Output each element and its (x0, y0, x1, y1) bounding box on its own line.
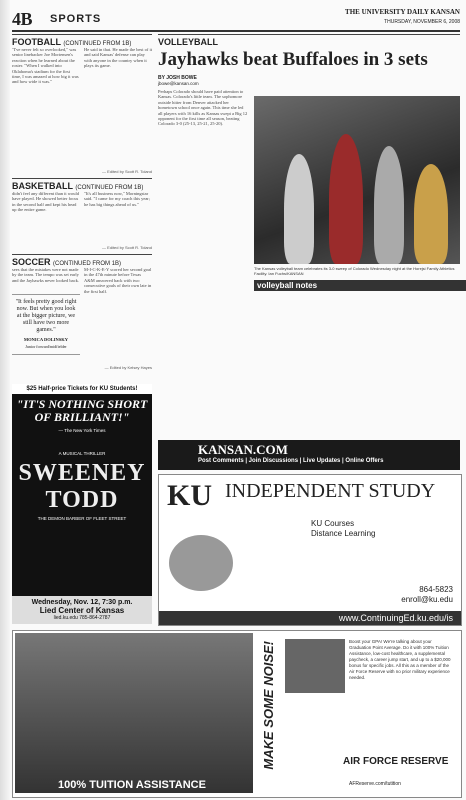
soccer-text-b: M-I-C-K-E-Y scored her second goal in the 47th minute before Texas A&M answered back with two consecutive goals of their own late in the first half. (84, 267, 152, 294)
volleyball-notes-title: volleyball notes (254, 280, 466, 291)
kansan-links: Post Comments | Join Discussions | Live Updates | Online Offers (198, 458, 384, 464)
basketball-kicker: BASKETBALL (CONTINUED FROM 1B) (12, 178, 152, 191)
ad-footer (12, 596, 152, 624)
ad-title: INDEPENDENT STUDY (225, 480, 436, 502)
basketball-text-a: didn't feel any different than it would have played. He showed better focus in the second half and kept his head up the entire game. (12, 191, 79, 213)
section-label: SPORTS (50, 13, 102, 25)
basketball-text-b: "It's all business now," Morningstar said. "I came for my coach this year; he has big things ahead of us." (84, 191, 151, 207)
football-kicker: FOOTBALL (CONTINUED FROM 1B) (12, 34, 152, 47)
kansan-bar[interactable] (158, 440, 460, 470)
ad-quote: "IT'S NOTHING SHORT OF BRILLIANT!" (16, 397, 148, 424)
jayhawk-mascot-icon (169, 535, 233, 591)
volleyball-text: Perhaps Colorado should have paid attention to Kansas. Colorado's little team. The sophomore outside hitter from Denver attacked her hometown school once again. This time she led all players with 16 kills as Kansas swept a Big 12 opponent for the first time all season, beating Colorado 3-0 (25-13, 25-21, 25-20). (158, 89, 248, 127)
football-text-a: "I've never felt so overlooked," was senior linebacker Joe Mortensen's reaction when he learned about the roster. "When I walked into Oklahoma's stadium for the first time, I was amazed at how big it was and how wide it was." (12, 47, 79, 85)
football-text-b: He said in that. He made the best of it and said Kansas' defense can play with anyone in the country when it plays its game. (84, 47, 152, 69)
pull-quote: "It feels pretty good right now. But when you look at the bigger picture, we still have two more games." MONICA DOLINSKY Junior forward/midfielder (12, 294, 80, 355)
ad-slogan: MAKE SOME NOISE! (261, 641, 276, 770)
left-column (12, 34, 152, 374)
photo-caption: The Kansas volleyball team celebrates its 3-0 sweep of Colorado Wednesday night at the Horejsi Family Athletics Facility. Ian Fuchs/KANSAN (254, 266, 455, 276)
ad-web: lied.ku.edu 785-864-2787 (53, 615, 111, 621)
ku-logo: KU (167, 479, 212, 512)
soccer-text-a: sees that the mistakes were not made by the team. The tempo was set early and the Jayhawks never looked back. (12, 267, 79, 283)
byline: BY JOSH BOWE (158, 75, 197, 81)
ad-web: www.ContinuingEd.ku.edu/is (159, 611, 461, 625)
ad-title: SWEENEY TODD (18, 460, 146, 513)
lied-center-ad[interactable] (12, 384, 152, 624)
kansan-logo: KANSAN.COM (198, 442, 288, 457)
pull-quote-author: MONICA DOLINSKY (23, 337, 69, 342)
soccer-kicker: SOCCER (CONTINUED FROM 1B) (12, 254, 152, 267)
page-header (12, 8, 460, 32)
issue-date: THURSDAY, NOVEMBER 6, 2008 (384, 19, 460, 25)
ad-venue: Lied Center of Kansas (39, 606, 125, 615)
ad-offer: $25 Half-price Tickets for KU Students! (12, 384, 152, 394)
paper-name: THE UNIVERSITY DAILY KANSAN (345, 8, 460, 16)
ad-contact: 864-5823 enroll@ku.edu (401, 585, 453, 604)
byline-email: jbowe@kansan.com (158, 81, 199, 86)
ad-thumbnail (285, 639, 345, 693)
ad-body: Boost your GPA! We're talking about your Graduation Point Average. Do it with 100% Tuition Assistance, low-cost healthcare, a supplemental paycheck, a career jump start, and up to a $20,000 bonus for specific jobs. All this as a member of the Air Force Reserve with no prior military experience needed. (349, 639, 451, 680)
ad-kicker: A MUSICAL THRILLER (58, 451, 106, 456)
basketball-credit: — Edited by Scott R. Toland (102, 245, 152, 250)
page-number: 4B (12, 9, 33, 29)
ad-courses: KU Courses Distance Learning (311, 519, 376, 538)
ku-independent-study-ad[interactable] (158, 474, 462, 626)
ad-quote-source: — The New York Times (58, 428, 106, 433)
soccer-credit: — Edited by Kelsey Hayes (104, 365, 152, 370)
ad-subtitle: THE DEMON BARBER OF FLEET STREET (37, 516, 127, 521)
air-force-logo: AIR FORCE RESERVE (343, 756, 449, 767)
volleyball-headline: Jayhawks beat Buffaloes in 3 sets (158, 49, 428, 70)
air-force-reserve-ad[interactable] (12, 630, 462, 798)
volleyball-kicker: VOLLEYBALL (158, 34, 460, 47)
ad-web: AFReserve.com/tutition (349, 781, 401, 787)
ad-tuition: 100% TUITION ASSISTANCE (58, 779, 206, 791)
football-credit: — Edited by Scott R. Toland (102, 169, 152, 174)
ad-photo (15, 633, 253, 793)
pull-quote-role: Junior forward/midfielder (25, 344, 67, 349)
volleyball-story (158, 34, 460, 389)
page-edge (0, 0, 10, 800)
ad-date: Wednesday, Nov. 12, 7:30 p.m. (31, 599, 133, 606)
volleyball-photo (254, 96, 460, 264)
